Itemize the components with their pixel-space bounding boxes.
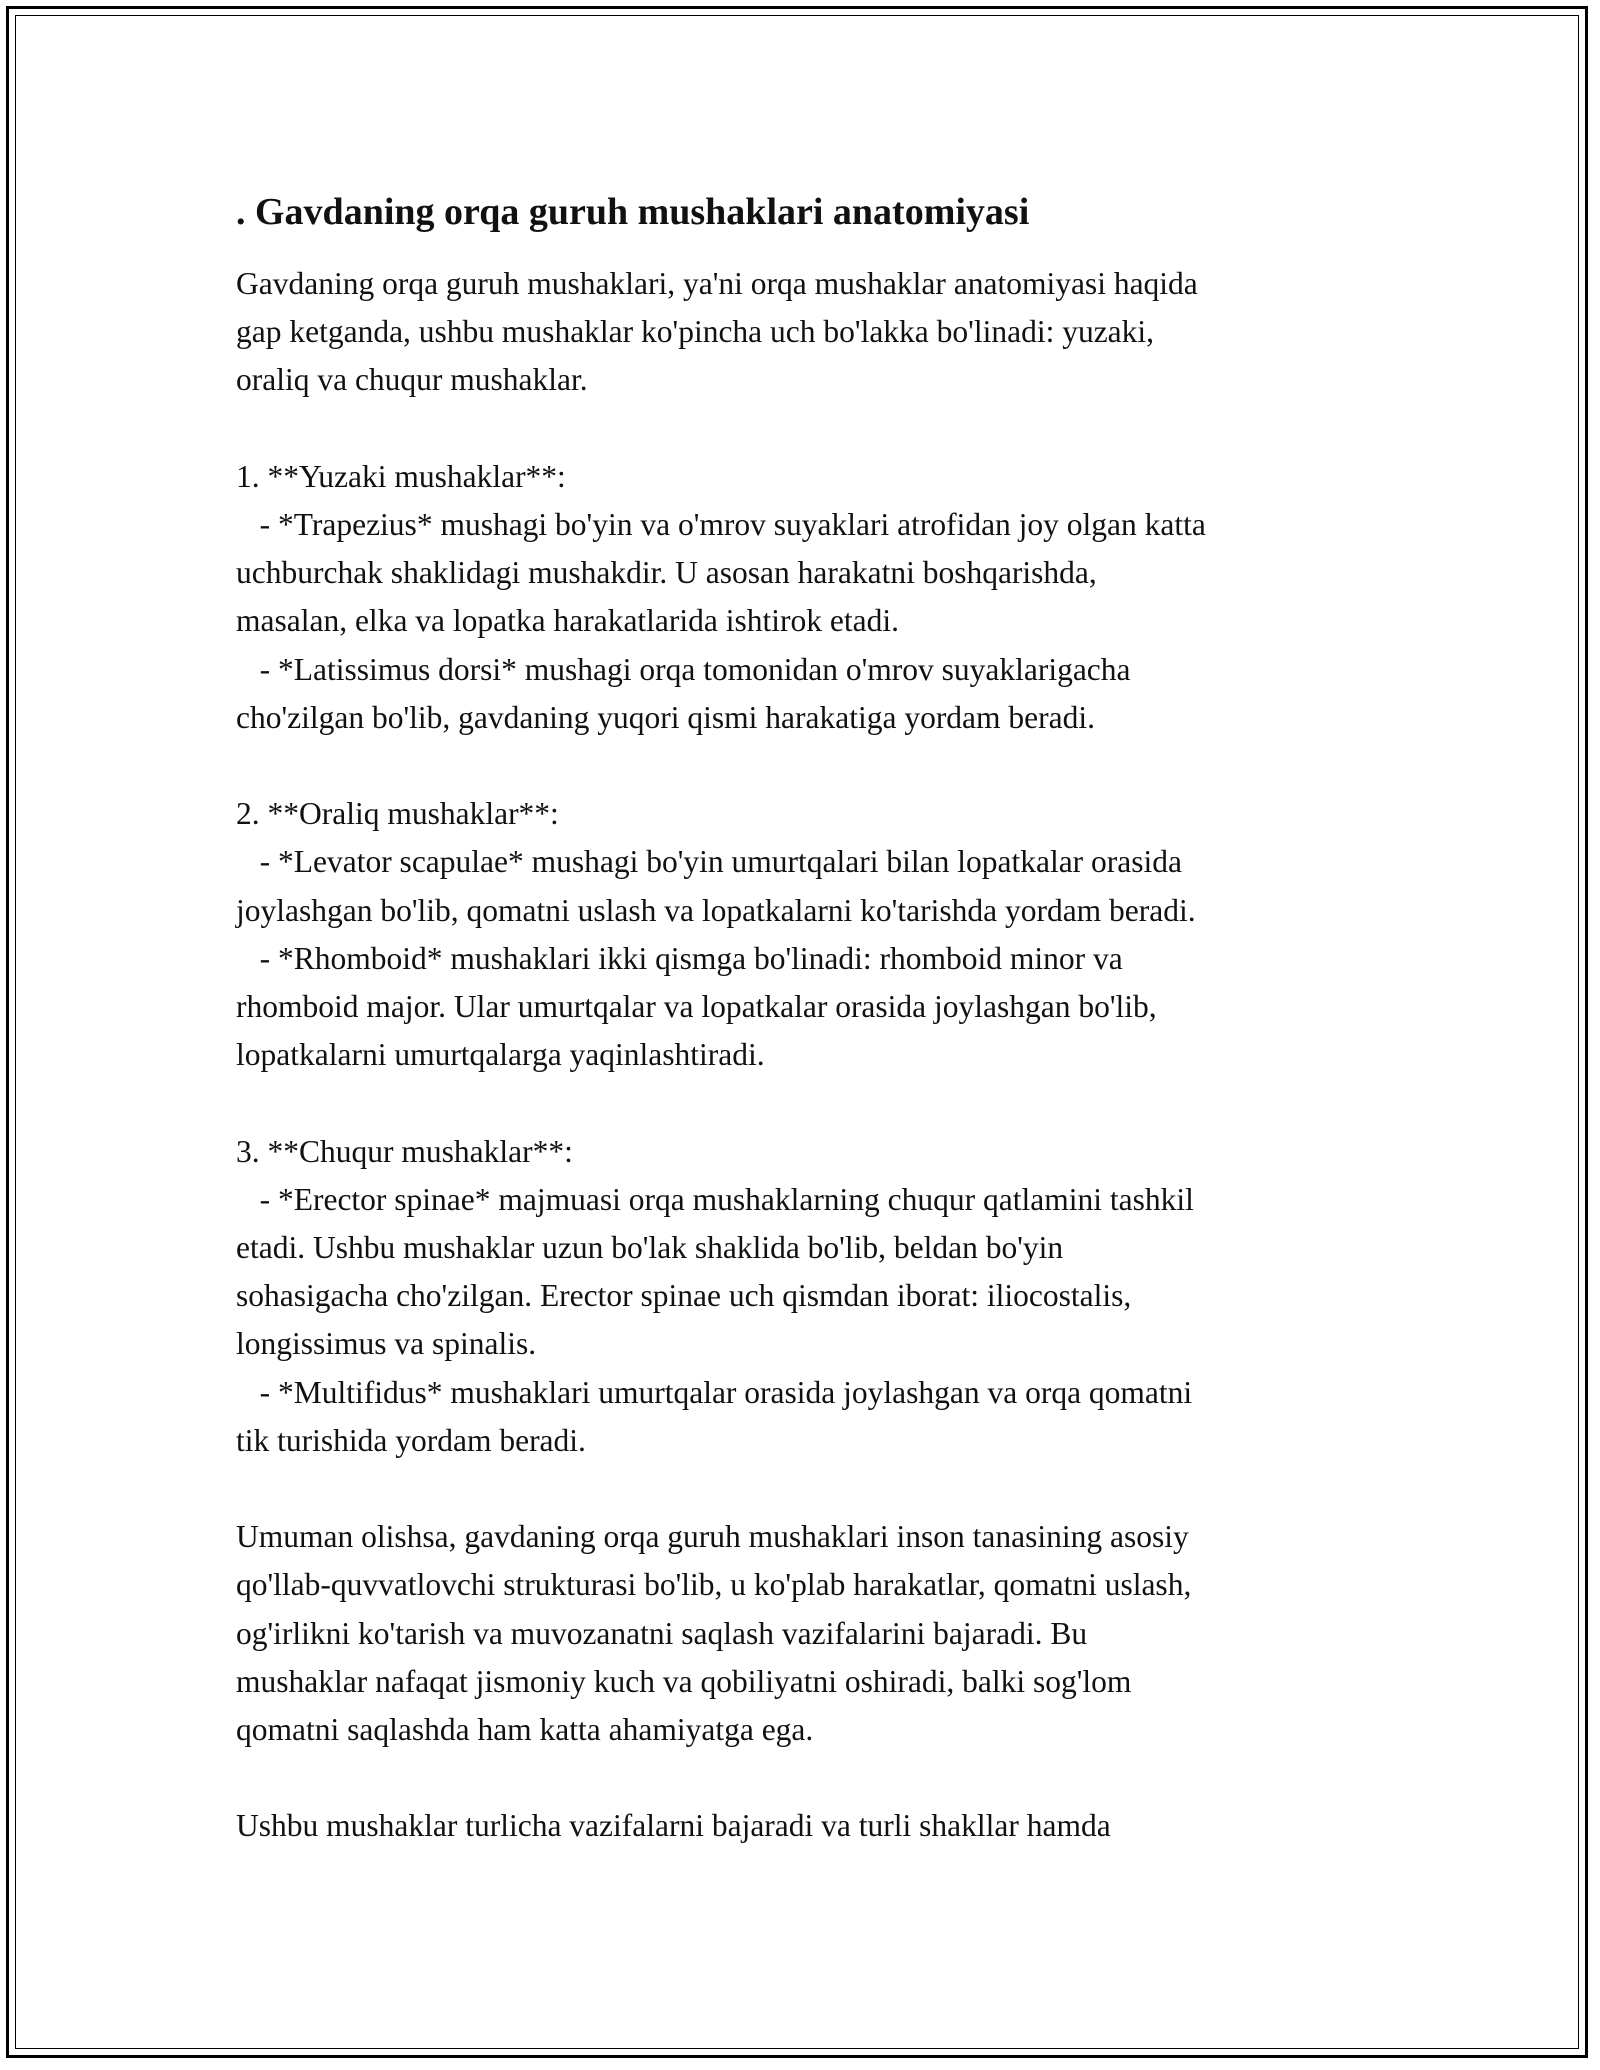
text-line: qo'llab-quvvatlovchi strukturasi bo'lib, u ko'plab harakatlar, qomatni uslash, (236, 1567, 1192, 1603)
text-line: joylashgan bo'lib, qomatni uslash va lopatkalarni ko'tarishda yordam beradi. (236, 892, 1196, 928)
text-line: - *Rhomboid* mushaklari ikki qismga bo'linadi: rhomboid minor va (236, 940, 1123, 976)
text-line: uchburchak shaklidagi mushakdir. U asosan harakatni boshqarishda, (236, 555, 1097, 591)
text-line: sohasigacha cho'zilgan. Erector spinae uch qismdan iborat: iliocostalis, (236, 1278, 1132, 1314)
text-line: etadi. Ushbu mushaklar uzun bo'lak shaklida bo'lib, beldan bo'yin (236, 1230, 1064, 1266)
text-line: qomatni saqlashda ham katta ahamiyatga ega. (236, 1712, 814, 1748)
paragraph-gap (236, 1465, 1416, 1513)
text-line: masalan, elka va lopatka harakatlarida ishtirok etadi. (236, 603, 899, 639)
text-line: - *Levator scapulae* mushagi bo'yin umurtqalari bilan lopatkalar orasida (236, 844, 1182, 880)
text-line: 2. **Oraliq mushaklar**: (236, 796, 559, 832)
document-title: . Gavdaning orqa guruh mushaklari anatomiyasi (236, 191, 1030, 233)
text-line: tik turishida yordam beradi. (236, 1422, 586, 1458)
document-body (236, 186, 1416, 1851)
text-line: Umuman olishsa, gavdaning orqa guruh mushaklari inson tanasining asosiy (236, 1519, 1189, 1555)
paragraph-gap (236, 405, 1416, 453)
document-text (236, 260, 1416, 1851)
text-line: - *Trapezius* mushagi bo'yin va o'mrov suyaklari atrofidan joy olgan katta (236, 507, 1206, 542)
text-line: mushaklar nafaqat jismoniy kuch va qobiliyatni oshiradi, balki sog'lom (236, 1663, 1132, 1699)
text-line: oraliq va chuqur mushaklar. (236, 362, 588, 398)
text-line: lopatkalarni umurtqalarga yaqinlashtiradi. (236, 1037, 765, 1073)
text-line: - *Multifidus* mushaklari umurtqalar orasida joylashgan va orqa qomatni (236, 1374, 1193, 1410)
text-line: rhomboid major. Ular umurtqalar va lopatkalar orasida joylashgan bo'lib, (236, 989, 1157, 1025)
paragraph-gap (236, 742, 1416, 790)
text-line: 3. **Chuqur mushaklar**: (236, 1133, 573, 1169)
text-line: Ushbu mushaklar turlicha vazifalarni bajaradi va turli shakllar hamda (236, 1808, 1111, 1844)
text-line: 1. **Yuzaki mushaklar**: (236, 458, 566, 494)
text-line: cho'zilgan bo'lib, gavdaning yuqori qismi harakatiga yordam beradi. (236, 699, 1095, 735)
paragraph-gap (236, 1079, 1416, 1127)
text-line: - *Latissimus dorsi* mushagi orqa tomonidan o'mrov suyaklarigacha (236, 651, 1131, 687)
text-line: longissimus va spinalis. (236, 1326, 537, 1362)
text-line: - *Erector spinae* majmuasi orqa mushaklarning chuqur qatlamini tashkil (236, 1181, 1194, 1217)
text-line: gap ketganda, ushbu mushaklar ko'pincha uch bo'lakka bo'linadi: yuzaki, (236, 314, 1155, 350)
text-line: Gavdaning orqa guruh mushaklari, ya'ni orqa mushaklar anatomiyasi haqida (236, 266, 1198, 301)
text-line: og'irlikni ko'tarish va muvozanatni saqlash vazifalarini bajaradi. Bu (236, 1615, 1088, 1651)
paragraph-gap (236, 1754, 1416, 1802)
